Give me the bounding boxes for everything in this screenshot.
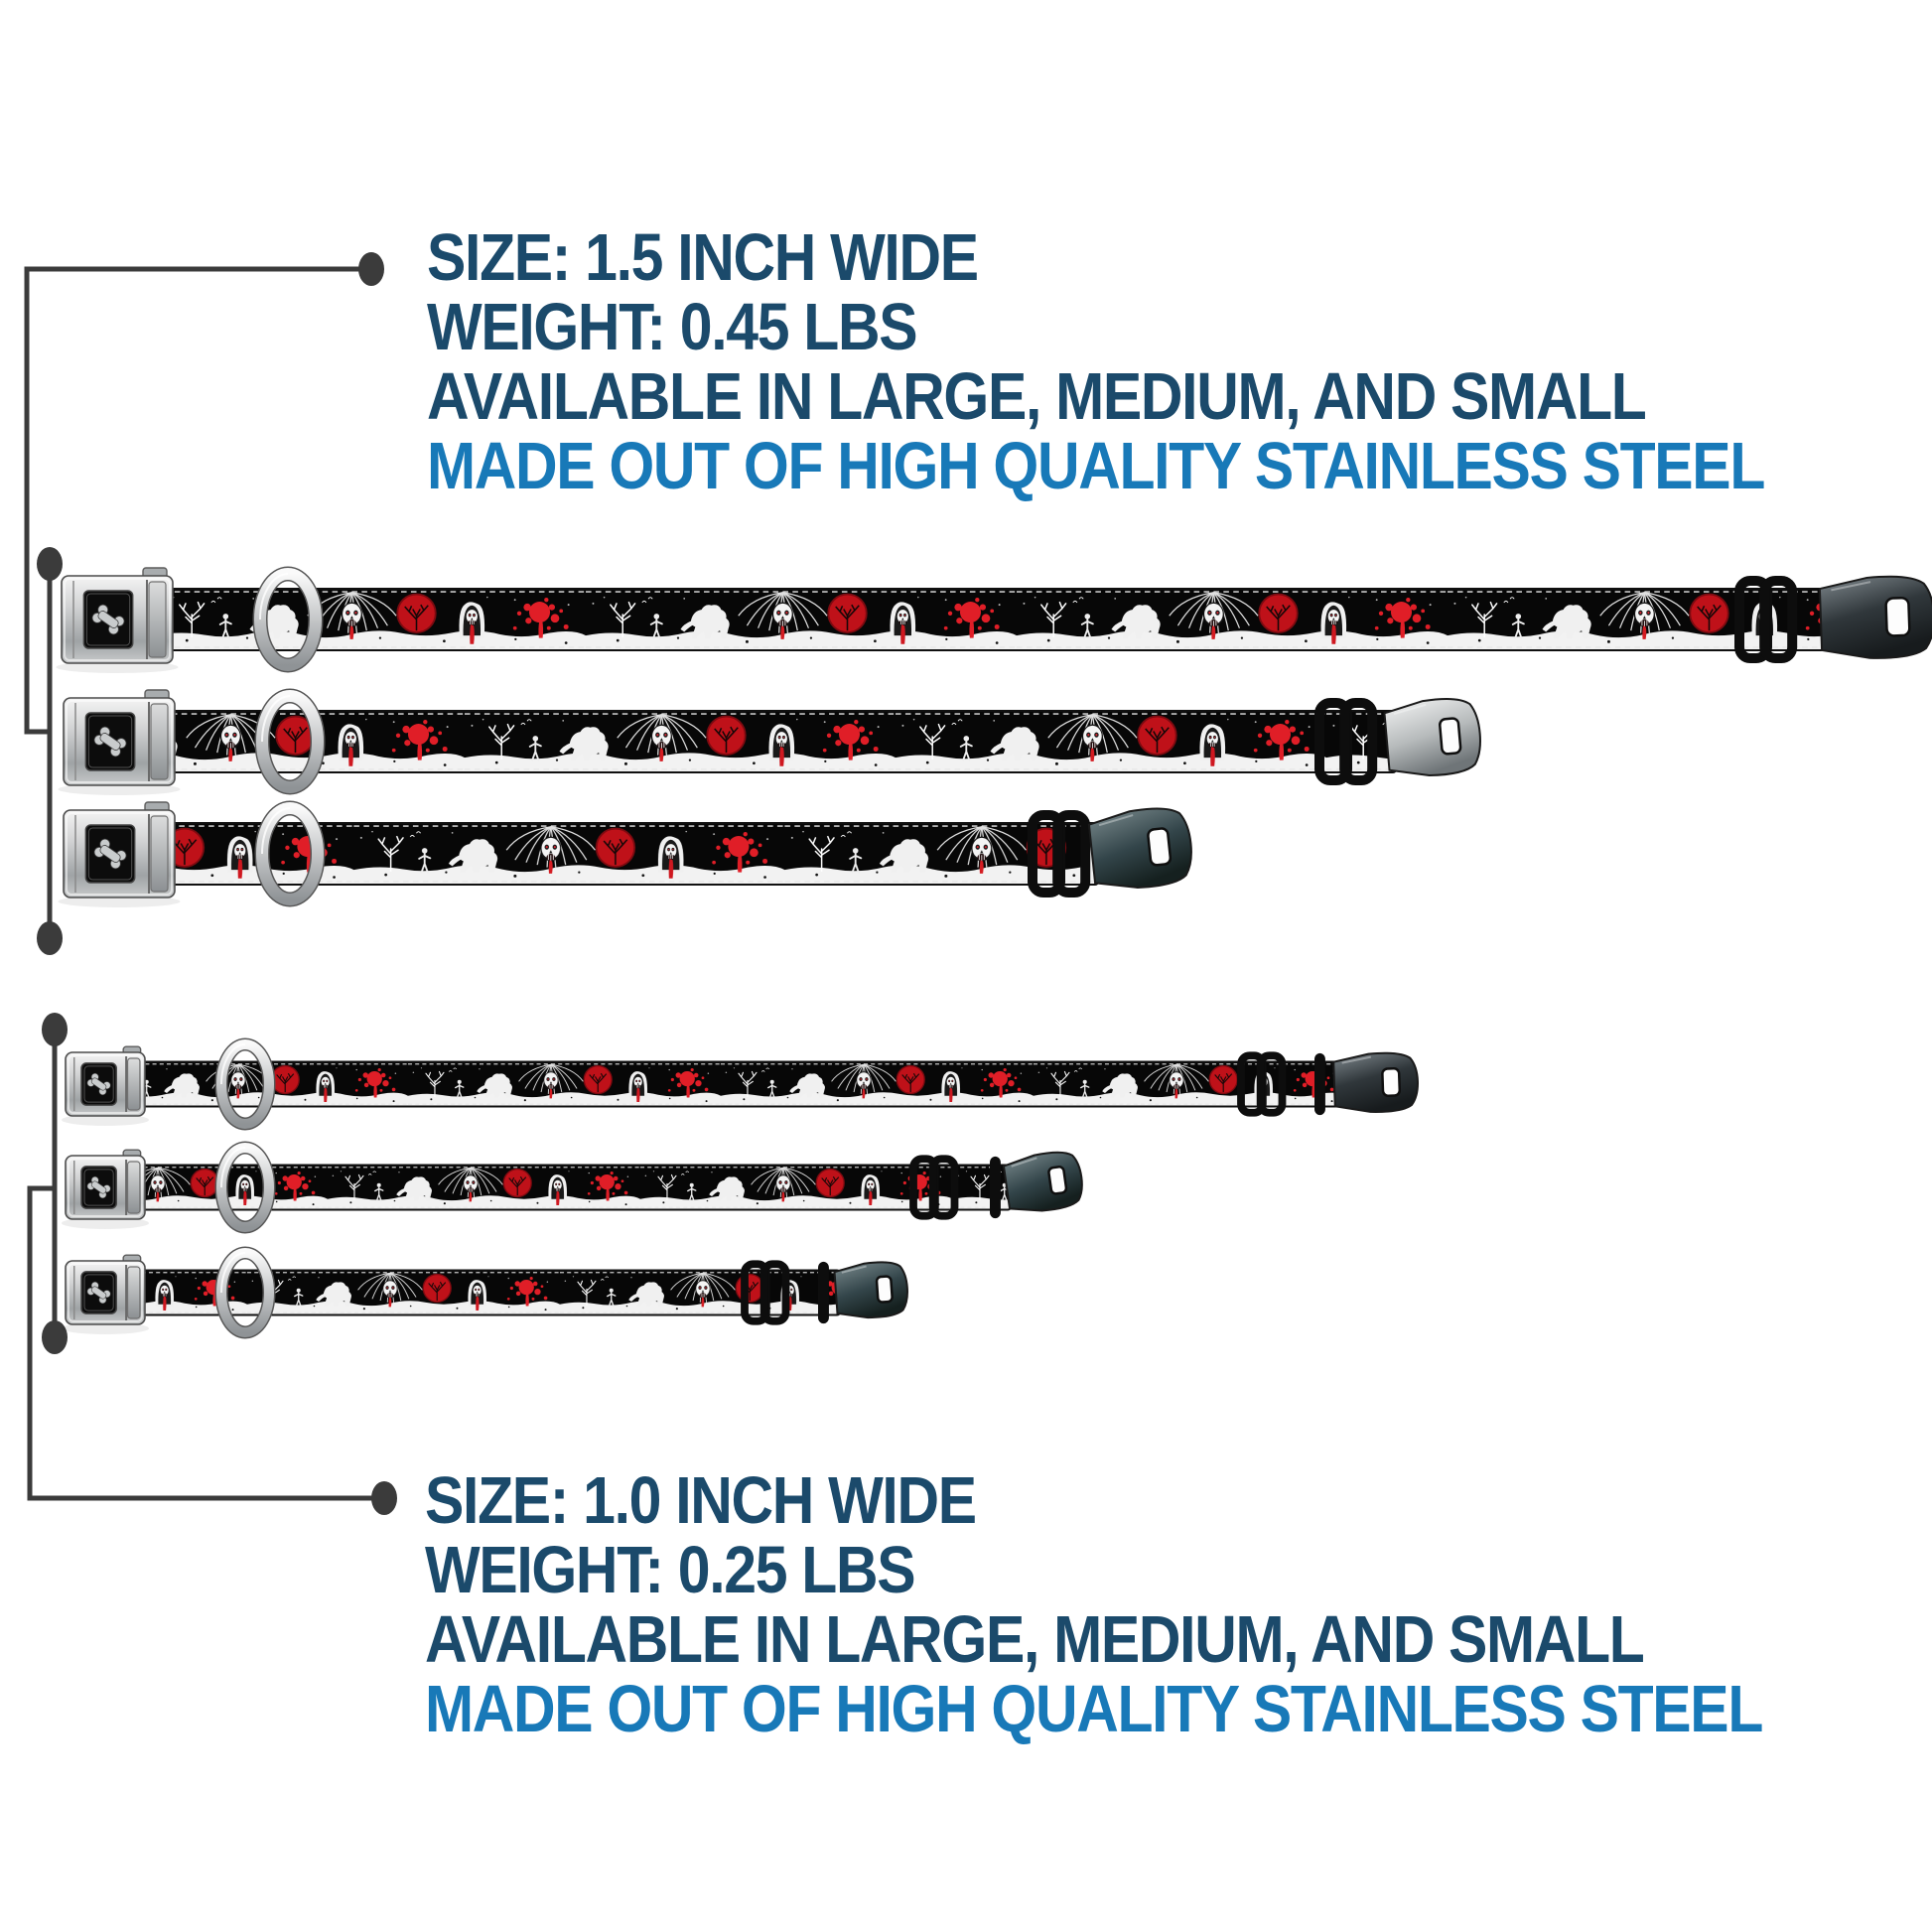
seatbelt-buckle [62,1255,149,1334]
collar-strap [155,589,1827,650]
collar-strap [131,1062,1338,1107]
dog-collar-1.0-small [66,1243,947,1342]
latch-plate [834,1260,909,1319]
spec-block-small [425,1463,1932,1746]
seatbelt-buckle [62,1046,149,1126]
spec-weight-label: WEIGHT: 0.25 LBS [425,1533,915,1607]
spec-block-large [427,220,1932,503]
spec-size-label: SIZE: 1.5 INCH WIDE [427,220,978,295]
spec-material-label: MADE OUT OF HIGH QUALITY STAINLESS STEEL [425,1672,1763,1746]
spec-sizes-available: AVAILABLE IN LARGE, MEDIUM, AND SMALL [427,359,1646,434]
latch-plate [1820,575,1932,660]
collar-strap [157,823,1098,885]
dog-collar-1.0-medium [66,1138,1122,1237]
spec-sizes-available: AVAILABLE IN LARGE, MEDIUM, AND SMALL [425,1602,1644,1677]
callout-dot [42,1320,68,1354]
strap-keeper-bar [818,1262,829,1323]
callout-dot [37,547,63,581]
seatbelt-buckle [58,690,180,795]
spec-weight-label: WEIGHT: 0.45 LBS [427,290,917,364]
latch-plate [1088,805,1195,893]
dog-collar-1.5-large [62,568,1932,671]
seatbelt-buckle [56,568,178,673]
collar-strap [157,711,1396,772]
seatbelt-buckle [58,802,180,907]
callout-dot [37,921,63,955]
dog-collar-1.5-small [64,800,1231,907]
dog-collar-1.5-medium [64,689,1520,794]
spec-material-label: MADE OUT OF HIGH QUALITY STAINLESS STEEL [427,429,1765,503]
strap-keeper-bar [1314,1053,1325,1115]
spec-size-label: SIZE: 1.0 INCH WIDE [425,1463,976,1538]
latch-plate [1333,1052,1419,1114]
latch-plate [1003,1149,1085,1215]
callout-dot [371,1481,397,1515]
dog-collar-1.0-large [66,1035,1457,1134]
callout-dot [42,1013,68,1046]
collar-strap [131,1271,840,1315]
seatbelt-buckle [62,1150,149,1229]
callout-dot [358,252,384,286]
strap-keeper-bar [990,1157,1001,1218]
latch-plate [1384,696,1483,779]
